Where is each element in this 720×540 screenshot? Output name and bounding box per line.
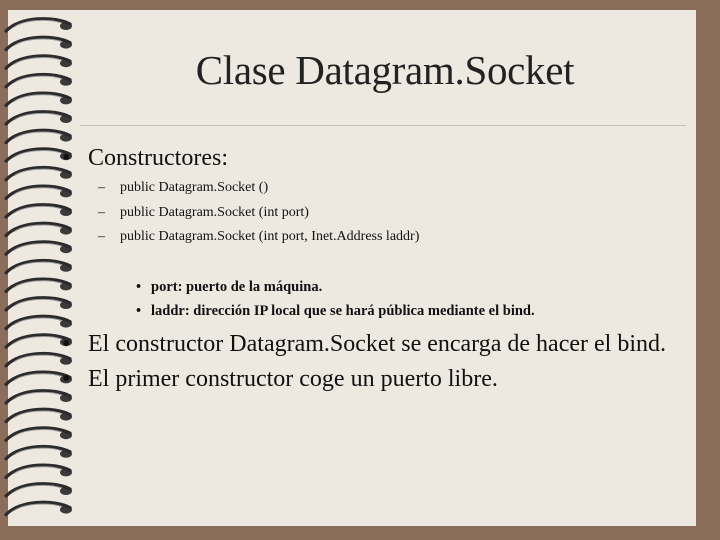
bullet-dot-icon: •	[62, 145, 71, 171]
slide-title: Clase Datagram.Socket	[195, 47, 575, 93]
dash-icon: –	[98, 229, 105, 244]
bullet-dot-icon: •	[136, 303, 142, 319]
title-divider	[80, 125, 686, 126]
bullet-dot-icon: •	[62, 331, 71, 357]
spiral-binding-icon	[0, 0, 90, 540]
bullet-dot-icon: •	[136, 279, 142, 295]
dash-icon: –	[98, 180, 105, 195]
dash-icon: –	[98, 205, 105, 220]
bullet-dot-icon: •	[62, 366, 71, 392]
